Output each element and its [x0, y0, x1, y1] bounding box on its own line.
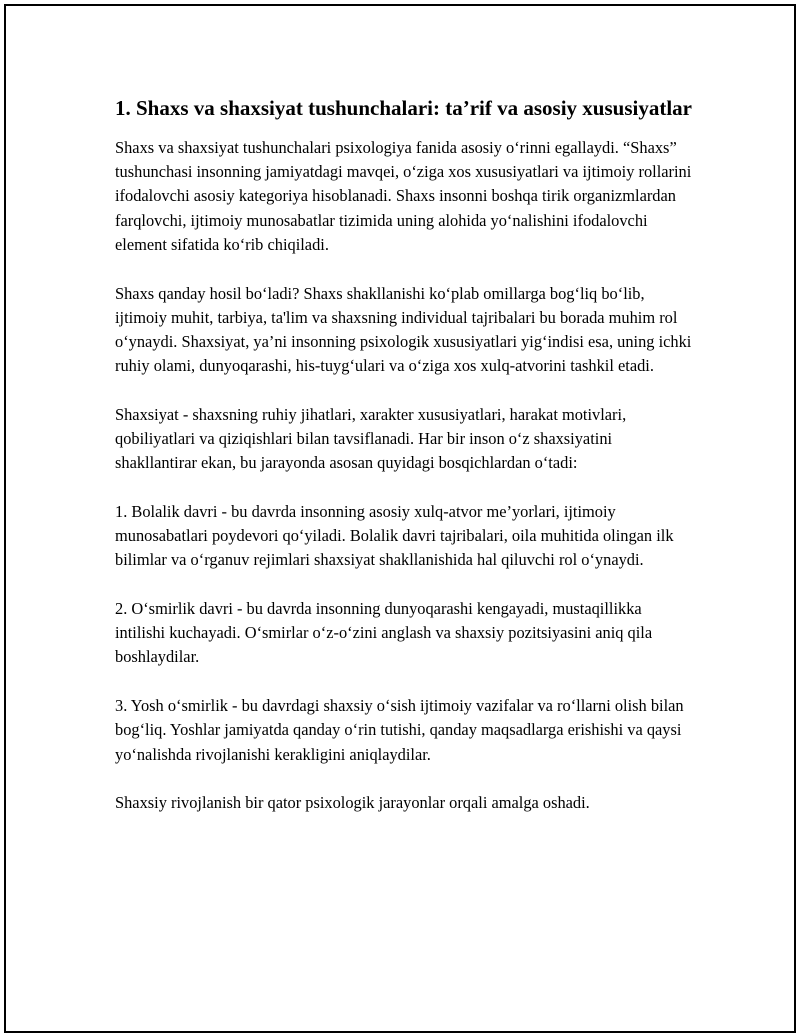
paragraph-stage-youth: 3. Yosh o‘smirlik - bu davrdagi shaxsiy o‘sish ijtimoiy vazifalar va ro‘llarni olish bilan bog‘liq. Yoshlar jamiyatda qanday o‘rin tutishi, qanday maqsadlarga erishishi va qaysi yo‘nalishda rivojlanishi kerakligini aniqlaydilar. [115, 696, 684, 764]
document-body [115, 93, 695, 840]
paragraph-stage-childhood: 1. Bolalik davri - bu davrda insonning asosiy xulq-atvor me’yorlari, ijtimoiy munosabatlari poydevori qo‘yiladi. Bolalik davri tajribalari, oila muhitida olingan ilk bilimlar va o‘rganuv rejimlari shaxsiyat shakllanishida hal qiluvchi rol o‘ynaydi. [115, 501, 674, 570]
section-heading: 1. Shaxs va shaxsiyat tushunchalari: ta’rif va asosiy xususiyatlar [115, 96, 692, 120]
paragraph-stage-adolescence: 2. O‘smirlik davri - bu davrda insonning dunyoqarashi kengayadi, mustaqillikka intilishi kuchayadi. O‘smirlar o‘z-o‘zini anglash va shaxsiy pozitsiyasini aniq qila boshlaydilar. [115, 599, 653, 667]
paragraph-conclusion: Shaxsiy rivojlanish bir qator psixologik jarayonlar orqali amalga oshadi. [115, 793, 590, 813]
paragraph-personality: Shaxsiyat - shaxsning ruhiy jihatlari, xarakter xususiyatlari, harakat motivlari, qobiliyatlari va qiziqishlari bilan tavsiflanadi. Har bir inson o‘z shaxsiyatini shakllantirar ekan, bu jarayonda asosan quyidagi bosqichlardan o‘tadi: [115, 404, 627, 473]
paragraph-intro: Shaxs va shaxsiyat tushunchalari psixologiya fanida asosiy o‘rinni egallaydi. “Shaxs” tushunchasi insonning jamiyatdagi mavqei, o‘ziga xos xususiyatlari va ijtimoiy rollarini ifodalovchi asosiy kategoriya hisoblanadi. Shaxs insonni boshqa tirik organizmlardan farqlovchi, ijtimoiy munosabatlar tizimida uning alohida yo‘nalishini ifodalovchi element sifatida ko‘rib chiqiladi. [115, 138, 692, 254]
paragraph-formation: Shaxs qanday hosil bo‘ladi? Shaxs shakllanishi ko‘plab omillarga bog‘liq bo‘lib, ijtimoiy muhit, tarbiya, ta'lim va shaxsning individual tajribalari bu borada muhim rol o‘ynaydi. Shaxsiyat, ya’ni insonning psixologik xususiyatlari yig‘indisi esa, uning ichki ruhiy olami, dunyoqarashi, his-tuyg‘ulari va o‘ziga xos xulq-atvorini tashkil etadi. [115, 283, 692, 376]
